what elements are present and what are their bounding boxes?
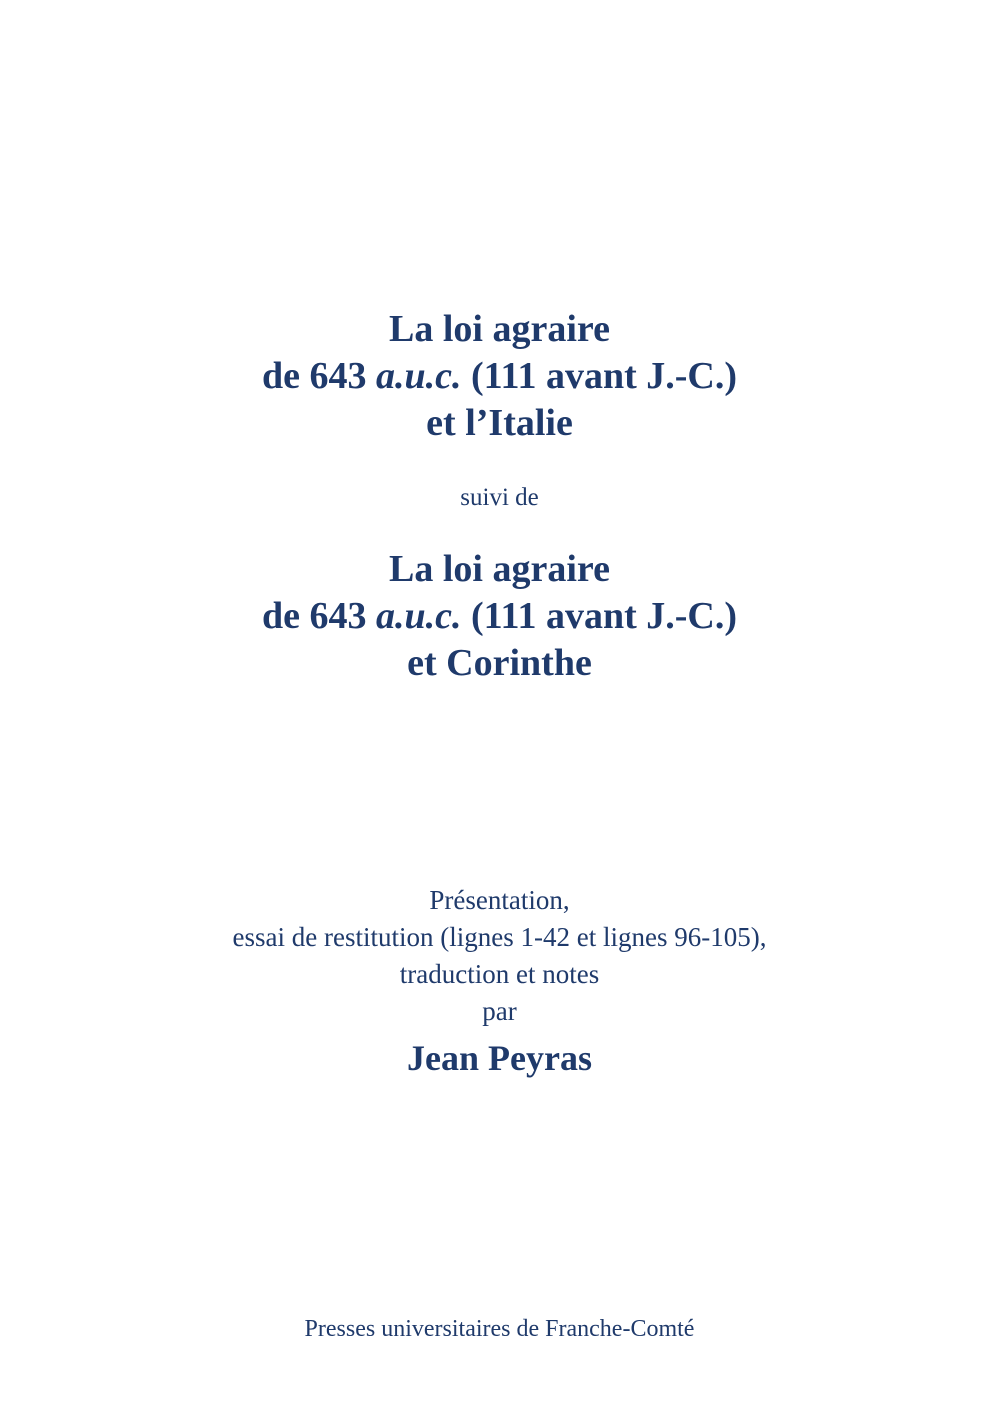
second-title-line1: La loi agraire bbox=[389, 548, 610, 590]
author-name: Jean Peyras bbox=[407, 1038, 592, 1078]
second-title-line2 bbox=[0, 593, 999, 640]
main-title bbox=[0, 306, 999, 447]
main-title-line2-end: (111 avant J.-C.) bbox=[461, 355, 737, 397]
second-title-line2-start: de 643 bbox=[262, 595, 376, 637]
main-title-line2 bbox=[0, 353, 999, 400]
main-title-line2-italic: a.u.c. bbox=[376, 355, 462, 397]
second-title-line2-end: (111 avant J.-C.) bbox=[461, 595, 737, 637]
publisher-name: Presses universitaires de Franche-Comté bbox=[304, 1316, 695, 1342]
credits-line1: Présentation, bbox=[429, 885, 570, 915]
main-title-line3: et l’Italie bbox=[426, 402, 573, 444]
second-title-line2-italic: a.u.c. bbox=[376, 595, 462, 637]
credits-line4: par bbox=[482, 996, 517, 1026]
second-title-line3: et Corinthe bbox=[407, 642, 592, 684]
main-title-line1: La loi agraire bbox=[389, 308, 610, 350]
main-title-line2-start: de 643 bbox=[262, 355, 376, 397]
second-title bbox=[0, 546, 999, 687]
credits bbox=[0, 882, 999, 1030]
credits-line2: essai de restitution (lignes 1-42 et lignes 96-105), bbox=[232, 922, 767, 952]
connector-text: suivi de bbox=[460, 484, 539, 511]
credits-line3: traduction et notes bbox=[399, 959, 600, 989]
